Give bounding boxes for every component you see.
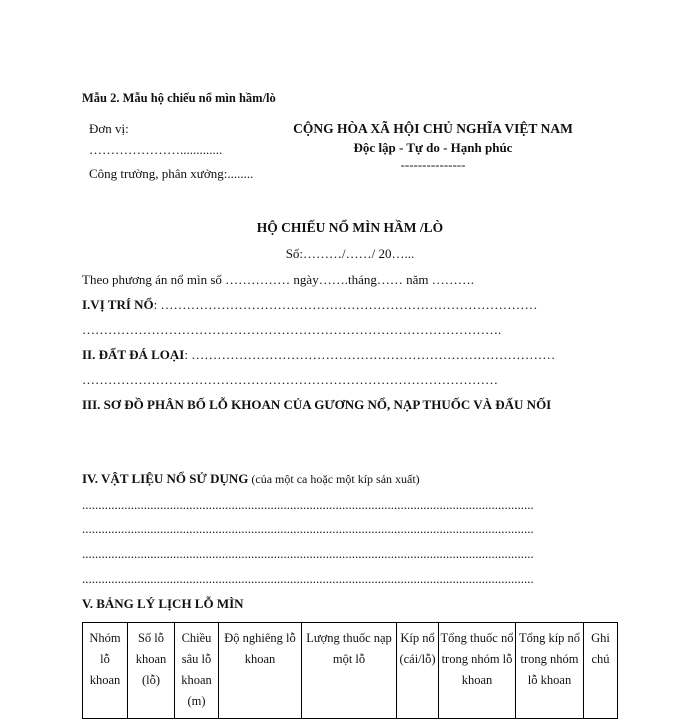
section-2-line <box>82 347 587 363</box>
section-2-label: II. ĐẤT ĐÁ LOẠI <box>82 347 185 362</box>
section-4-note: (của một ca hoặc một kíp sản xuất) <box>248 472 420 486</box>
section-3-label: III. SƠ ĐỒ PHÂN BỐ LỖ KHOAN CỦA GƯƠNG NỔ, NẠP THUỐC VÀ ĐẤU NỐI <box>82 397 552 412</box>
section-5-label: V. BẢNG LÝ LỊCH LỖ MÌN <box>82 596 244 611</box>
doc-title: HỘ CHIẾU NỔ MÌN HẦM /LÒ <box>256 220 444 235</box>
header-total-detonators: Tổng kíp nổ trong nhóm lỗ khoan <box>516 623 584 719</box>
header-detonators: Kíp nổ (cái/lỗ) <box>397 623 439 719</box>
header-charge-per-hole: Lượng thuốc nạp một lỗ <box>302 623 397 719</box>
header-total-explosive: Tổng thuốc nổ trong nhóm lỗ khoan <box>439 623 516 719</box>
section-4-dots-2: ........................................................................................................................................... <box>82 521 534 536</box>
doc-number: Số:………/……/ 20…... <box>285 246 415 261</box>
unit-label: Đơn vị: <box>89 121 129 136</box>
header-notes: Ghi chú <box>584 623 618 719</box>
section-4-dots-3: ........................................................................................................................................... <box>82 546 534 561</box>
section-4-line <box>82 471 420 487</box>
table-header-row <box>83 623 618 719</box>
section-1-label: I.VỊ TRÍ NỔ <box>82 297 154 312</box>
site-label: Công trường, phân xưởng:........ <box>89 166 254 181</box>
basis-line: Theo phương án nổ mìn số …………… ngày…….tháng…… năm ………. <box>82 272 474 287</box>
blast-hole-table <box>82 622 618 719</box>
section-4-dots-1: ........................................................................................................................................... <box>82 497 534 512</box>
section-1-dots: : …………………………………………………………………………… <box>153 297 538 312</box>
header-inclination: Độ nghiêng lỗ khoan <box>219 623 302 719</box>
form-title: Mẫu 2. Mẫu hộ chiếu nổ mìn hầm/lò <box>82 91 276 105</box>
national-title: CỘNG HÒA XÃ HỘI CHỦ NGHĨA VIỆT NAM <box>293 121 573 136</box>
motto-underline: --------------- <box>400 157 466 172</box>
motto: Độc lập - Tự do - Hạnh phúc <box>353 140 513 155</box>
section-1-line <box>82 297 582 313</box>
section-4-dots-4: ........................................................................................................................................... <box>82 571 534 586</box>
header-hole-count: Số lỗ khoan (lỗ) <box>128 623 175 719</box>
section-4-label: IV. VẬT LIỆU NỔ SỬ DỤNG <box>82 471 249 486</box>
header-group: Nhóm lỗ khoan <box>83 623 128 719</box>
section-2-line2: …………………………………………………………………………………… <box>82 372 498 387</box>
unit-dots: …………………............. <box>89 142 223 157</box>
header-depth: Chiều sâu lỗ khoan (m) <box>175 623 219 719</box>
section-2-dots: : ………………………………………………………………………… <box>184 347 556 362</box>
section-1-line2: ……………………………………………………………………………………. <box>82 322 502 337</box>
